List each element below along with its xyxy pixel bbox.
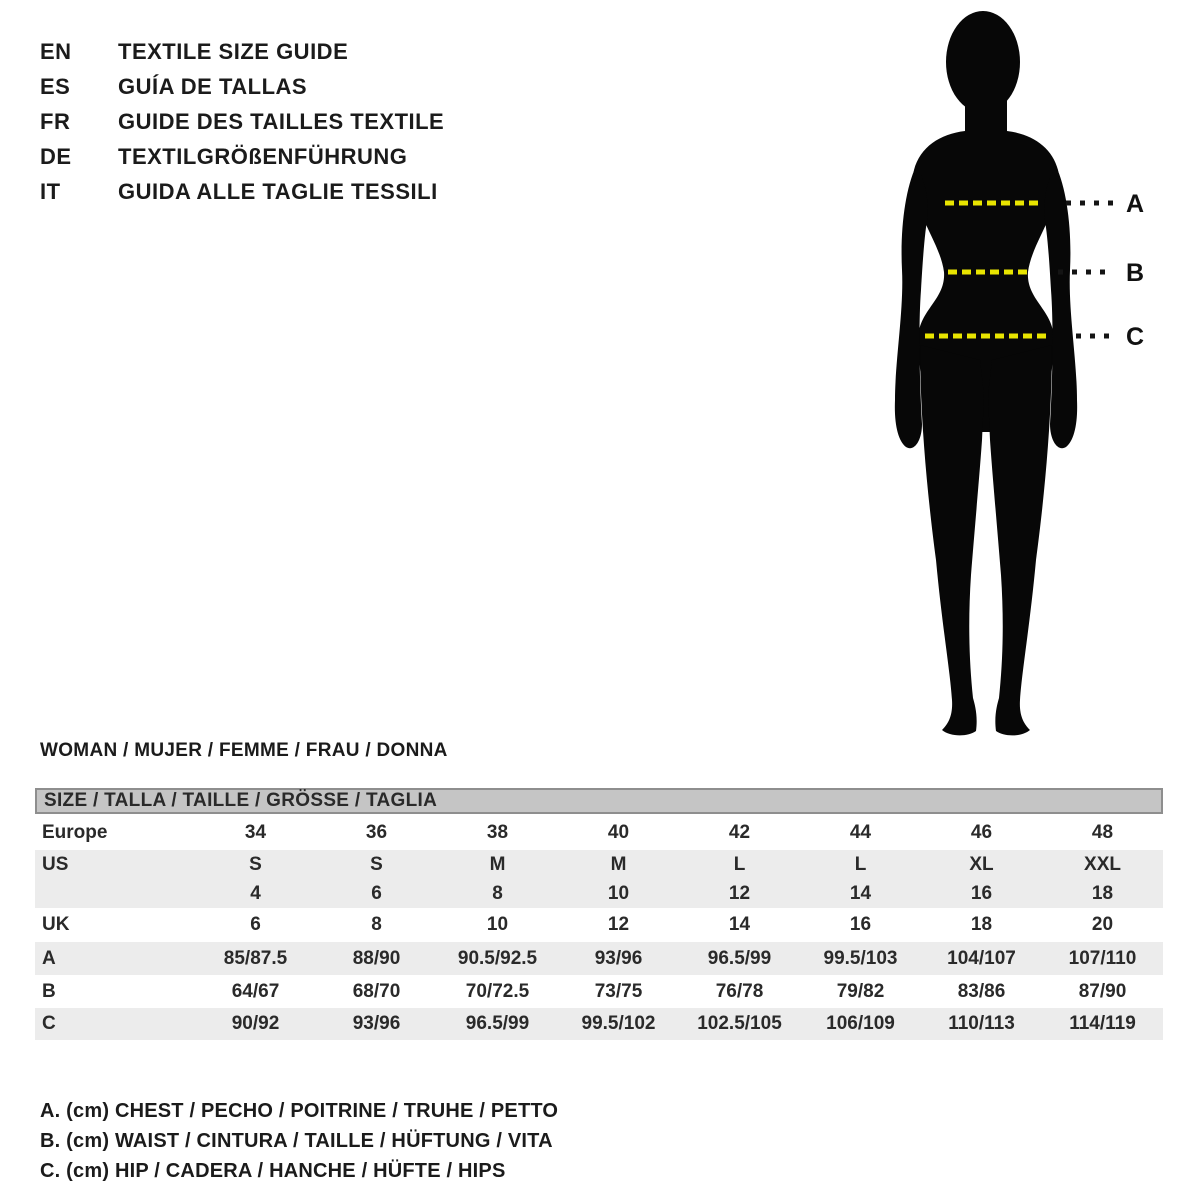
table-cell: 34: [244, 822, 267, 843]
language-row-fr: [40, 104, 444, 139]
language-label: TEXTILE SIZE GUIDE: [118, 38, 349, 64]
woman-figure-diagram: [880, 0, 1180, 745]
table-cell: L: [733, 853, 746, 875]
table-cell: 36: [365, 822, 388, 843]
language-code: EN: [40, 38, 72, 64]
table-cell: 14: [728, 914, 751, 935]
table-cell: 96.5/99: [707, 947, 772, 969]
table-cell: S: [370, 853, 383, 875]
row-label: US: [42, 853, 69, 875]
table-cell: 44: [849, 822, 872, 843]
size-table-rows: [35, 816, 1163, 1040]
table-cell: 14: [849, 882, 872, 904]
table-cell: 90/92: [231, 1013, 280, 1034]
table-cell: 46: [970, 822, 993, 843]
legend-line: B. (cm) WAIST / CINTURA / TAILLE / HÜFTUNG / VITA: [40, 1129, 553, 1152]
table-row: [35, 942, 1163, 975]
table-cell: 88/90: [352, 947, 401, 969]
language-row-it: [40, 174, 444, 209]
table-cell: M: [489, 853, 506, 875]
table-cell: 99.5/103: [823, 947, 898, 969]
figure-label-chest: A: [1126, 190, 1145, 218]
table-cell: S: [249, 853, 262, 875]
language-list: [40, 34, 444, 209]
language-label: GUIDA ALLE TAGLIE TESSILI: [118, 178, 438, 204]
table-cell: XL: [969, 853, 994, 875]
silhouette-left-leg: [920, 345, 984, 735]
table-cell: 18: [1091, 882, 1114, 904]
table-row: [35, 879, 1163, 908]
language-code: IT: [40, 178, 61, 204]
table-cell: 76/78: [715, 980, 764, 1002]
table-cell: 18: [970, 914, 993, 935]
table-cell: 107/110: [1068, 947, 1137, 969]
row-label: C: [42, 1013, 56, 1034]
language-label: GUIDE DES TAILLES TEXTILE: [118, 108, 445, 134]
row-label: Europe: [42, 822, 108, 843]
table-cell: 16: [970, 882, 993, 904]
table-row: [35, 850, 1163, 879]
row-label: B: [42, 980, 56, 1002]
table-cell: 8: [492, 882, 503, 904]
language-row-es: [40, 69, 444, 104]
language-label: TEXTILGRÖßENFÜHRUNG: [118, 143, 408, 169]
table-cell: 4: [250, 882, 261, 904]
table-cell: 83/86: [957, 980, 1006, 1002]
woman-silhouette-icon: [880, 0, 1180, 745]
table-cell: 6: [371, 882, 382, 904]
table-row: [35, 1008, 1163, 1040]
legend-line: A. (cm) CHEST / PECHO / POITRINE / TRUHE / PETTO: [40, 1099, 559, 1122]
table-cell: 64/67: [231, 980, 280, 1002]
table-cell: 90.5/92.5: [457, 947, 538, 969]
table-cell: L: [854, 853, 867, 875]
table-cell: 110/113: [948, 1013, 1015, 1034]
table-cell: 96.5/99: [465, 1013, 530, 1034]
table-cell: 16: [849, 914, 872, 935]
table-cell: 93/96: [594, 947, 643, 969]
table-cell: 12: [728, 882, 751, 904]
table-cell: XXL: [1084, 853, 1121, 875]
table-cell: 87/90: [1078, 980, 1127, 1002]
table-row: [35, 816, 1163, 850]
language-code: FR: [40, 108, 71, 134]
row-label: UK: [42, 914, 70, 935]
table-cell: 85/87.5: [223, 947, 288, 969]
table-cell: 93/96: [352, 1013, 401, 1034]
table-cell: 106/109: [826, 1013, 895, 1034]
language-code: ES: [40, 73, 71, 99]
table-cell: 79/82: [836, 980, 885, 1002]
table-cell: 68/70: [352, 980, 401, 1002]
table-cell: 114/119: [1069, 1013, 1136, 1034]
table-cell: 99.5/102: [581, 1013, 656, 1034]
table-row: [35, 908, 1163, 942]
table-cell: 70/72.5: [465, 980, 530, 1002]
measurement-legend: [40, 1096, 558, 1186]
figure-label-waist: B: [1126, 259, 1145, 287]
table-cell: 42: [728, 822, 751, 843]
legend-line: C. (cm) HIP / CADERA / HANCHE / HÜFTE / HIPS: [40, 1159, 506, 1182]
table-cell: 40: [607, 822, 630, 843]
table-cell: 12: [607, 914, 630, 935]
table-cell: M: [610, 853, 627, 875]
language-row-en: [40, 34, 444, 69]
table-cell: 38: [486, 822, 509, 843]
silhouette-neck: [965, 88, 1007, 136]
silhouette-right-leg: [988, 345, 1052, 735]
table-cell: 102.5/105: [697, 1013, 782, 1034]
table-cell: 48: [1091, 822, 1114, 843]
table-cell: 10: [607, 882, 630, 904]
figure-label-hip: C: [1126, 323, 1145, 351]
language-row-de: [40, 139, 444, 174]
table-cell: 20: [1091, 914, 1114, 935]
language-label: GUÍA DE TALLAS: [118, 73, 308, 99]
size-table-header: SIZE / TALLA / TAILLE / GRÖSSE / TAGLIA: [35, 788, 1163, 814]
table-cell: 73/75: [594, 980, 643, 1002]
row-label: A: [42, 947, 56, 969]
table-cell: 10: [486, 914, 509, 935]
table-row: [35, 975, 1163, 1008]
section-title: WOMAN / MUJER / FEMME / FRAU / DONNA: [40, 740, 448, 761]
table-cell: 8: [371, 914, 382, 935]
language-code: DE: [40, 143, 72, 169]
table-cell: 104/107: [947, 947, 1016, 969]
size-table: [35, 788, 1163, 1040]
table-cell: 6: [250, 914, 261, 935]
